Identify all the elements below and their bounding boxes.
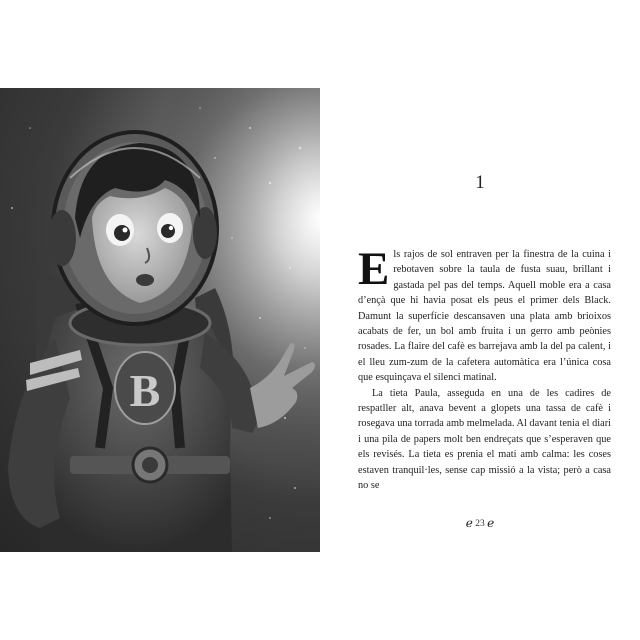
text-page [320,88,640,552]
ornament-right-icon: ℯ [487,516,495,530]
paragraph-1 [358,243,611,386]
chest-emblem [115,352,175,424]
ornament-left-icon: ℯ [465,516,473,530]
paragraph-2: La tieta Paula, asseguda en una de les cadires de respatller alt, anava bevent a glopets una tassa de cafè i rosegava una torrada amb melmelada. Al davant tenia el diari i una pila de papers molt ben endreçats que s’esperaven que els revisés. La tieta es prenia el matí amb calma: les coses estaven tranquil·les, sense cap missió a la vista; però a casa no se [358,387,611,492]
page-footer [320,516,640,531]
chapter-body [358,243,611,494]
astronaut-girl-drawing [0,88,320,552]
chapter-number: 1 [475,172,485,193]
page-number: 23 [475,519,485,529]
illustration-astronaut-girl [0,88,320,552]
emblem-letter: B [129,365,161,416]
drop-cap: E [358,243,390,295]
paragraph-1-text: ls rajos de sol entraven per la finestra de la cuina i rebotaven sobre la taula de fusta suau, brillant i gastada pel pas del temps. Aquell moble era a casa d’ençà que hi havia posat els peus el primer dels Black. Damunt la superfície descansaven una plata amb brioixos acabats de fer, un bol amb fruita i un gerro amb peònies rosades. La flaire del cafè es barrejava amb la del pa calent, i el lleu zum-zum de la cafetera automàtica era l’única cosa que esquinçava el silenci matinal. [358,249,611,384]
